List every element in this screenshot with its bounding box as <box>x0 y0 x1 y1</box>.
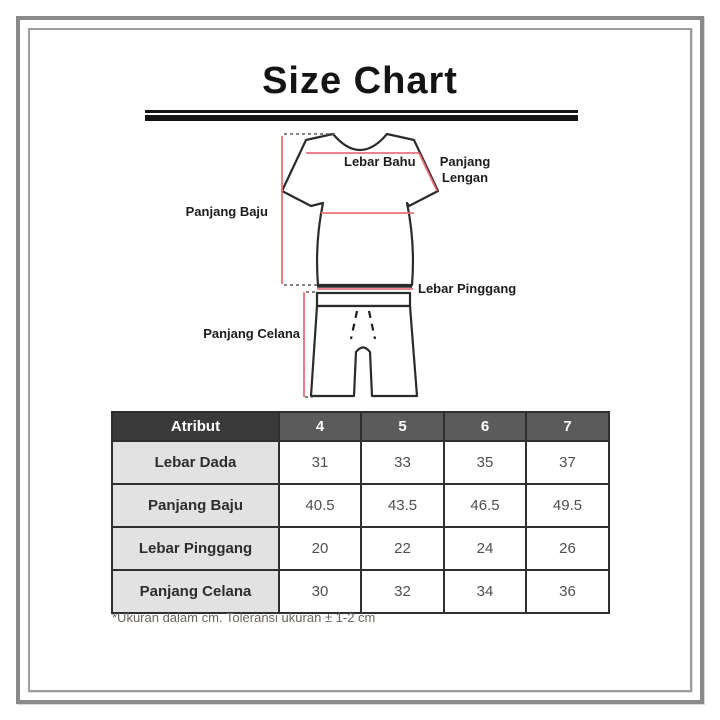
table-header-row <box>112 412 609 441</box>
value-cell: 32 <box>361 570 444 613</box>
attribute-cell: Lebar Dada <box>112 441 279 484</box>
label-lebar-pinggang: Lebar Pinggang <box>418 281 517 296</box>
footnote: *Ukuran dalam cm. Toleransi ukuran ± 1-2 cm <box>112 610 376 625</box>
value-cell: 33 <box>361 441 444 484</box>
header-cell-attribute: Atribut <box>112 412 279 441</box>
page-title: Size Chart <box>262 60 458 102</box>
size-table <box>111 411 610 614</box>
table-row <box>112 484 609 527</box>
table-row <box>112 441 609 484</box>
shorts-outline <box>311 306 417 396</box>
value-cell: 46.5 <box>444 484 526 527</box>
table-row <box>112 570 609 613</box>
shorts-waistband <box>317 293 410 306</box>
value-cell: 31 <box>279 441 361 484</box>
value-cell: 37 <box>526 441 609 484</box>
value-cell: 34 <box>444 570 526 613</box>
header-cell-size-6: 6 <box>444 412 526 441</box>
header-cell-size-4: 4 <box>279 412 361 441</box>
label-panjang-celana: Panjang Celana <box>203 326 300 341</box>
label-panjang-lengan <box>430 154 500 186</box>
attribute-cell: Lebar Pinggang <box>112 527 279 570</box>
value-cell: 26 <box>526 527 609 570</box>
attribute-cell: Panjang Baju <box>112 484 279 527</box>
label-panjang-lengan-line1: Panjang <box>439 154 491 169</box>
value-cell: 24 <box>444 527 526 570</box>
value-cell: 43.5 <box>361 484 444 527</box>
header-cell-size-5: 5 <box>361 412 444 441</box>
value-cell: 20 <box>279 527 361 570</box>
label-panjang-baju: Panjang Baju <box>185 204 268 219</box>
label-lebar-bahu: Lebar Bahu <box>344 154 416 169</box>
value-cell: 30 <box>279 570 361 613</box>
table-row <box>112 527 609 570</box>
value-cell: 36 <box>526 570 609 613</box>
label-panjang-lengan-line2: Lengan <box>441 170 489 185</box>
value-cell: 40.5 <box>279 484 361 527</box>
attribute-cell: Panjang Celana <box>112 570 279 613</box>
header-cell-size-7: 7 <box>526 412 609 441</box>
value-cell: 22 <box>361 527 444 570</box>
value-cell: 49.5 <box>526 484 609 527</box>
value-cell: 35 <box>444 441 526 484</box>
